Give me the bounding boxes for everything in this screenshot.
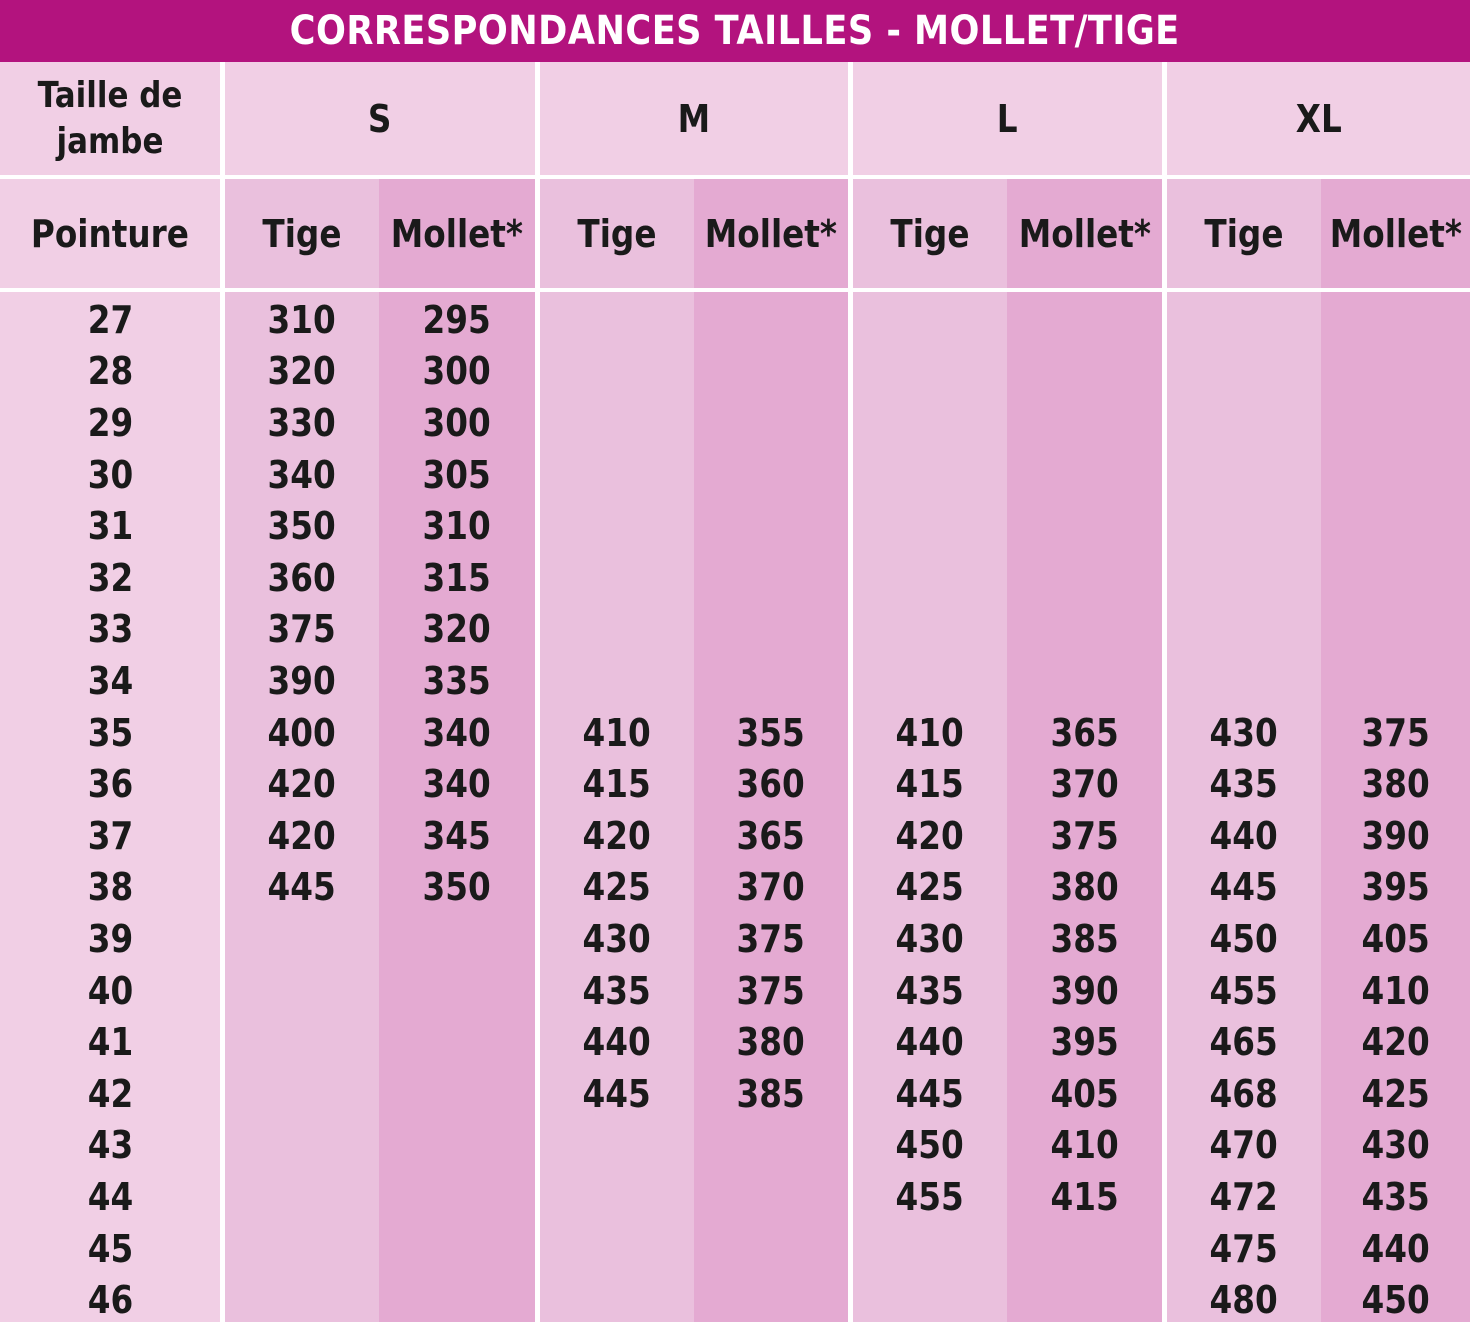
tige-value-l-text: 415 [895, 762, 965, 807]
mollet-value-l [1007, 1016, 1162, 1068]
mollet-value-xl-text: 420 [1361, 1020, 1430, 1065]
size-header-l [853, 62, 1162, 175]
pointure-cell [0, 862, 220, 914]
mollet-value-s [379, 862, 535, 914]
mollet-value-s [379, 655, 535, 707]
mollet-header-l [1007, 179, 1162, 288]
mollet-value-l-text: 365 [1050, 710, 1119, 755]
tige-value-s [225, 346, 379, 398]
tige-value-xl [1167, 1068, 1321, 1120]
size-header-s [225, 62, 535, 175]
mollet-value-m [694, 862, 848, 914]
mollet-header-xl [1321, 179, 1470, 288]
tige-value-xl-text: 475 [1209, 1226, 1279, 1271]
mollet-value-s-text: 305 [422, 452, 492, 497]
mollet-value-s-text: 295 [422, 297, 492, 342]
mollet-value-xl [1321, 758, 1470, 810]
tige-value-l-text: 455 [895, 1174, 965, 1219]
mollet-value-s-text: 335 [422, 658, 492, 703]
tige-value-l-text: 450 [895, 1123, 965, 1168]
tige-value-s [225, 707, 379, 759]
size-table [0, 62, 1470, 1322]
pointure-cell-text: 32 [87, 555, 133, 600]
shoe-size-label-text: Pointure [30, 211, 190, 256]
tige-value-m-text: 435 [582, 968, 652, 1013]
tige-value-s-text: 420 [267, 813, 337, 858]
mollet-value-m [694, 1016, 848, 1068]
tige-value-xl-text: 465 [1209, 1020, 1279, 1065]
tige-value-xl [1167, 862, 1321, 914]
pointure-cell-text: 39 [87, 916, 133, 961]
mollet-value-xl-text: 410 [1361, 968, 1430, 1013]
mollet-value-xl [1321, 913, 1470, 965]
mollet-value-xl-text: 450 [1361, 1278, 1430, 1323]
pointure-cell [0, 1274, 220, 1326]
pointure-cell [0, 449, 220, 501]
tige-value-s [225, 604, 379, 656]
mollet-value-s [379, 810, 535, 862]
tige-value-m [540, 707, 694, 759]
mollet-value-m [694, 758, 848, 810]
tige-value-m [540, 913, 694, 965]
mollet-header-l-text: Mollet* [1018, 211, 1151, 256]
tige-header-m-text: Tige [577, 211, 657, 256]
tige-header-l [853, 179, 1007, 288]
tige-value-s-text: 400 [267, 710, 337, 755]
mollet-value-xl-text: 430 [1361, 1123, 1430, 1168]
mollet-value-s-text: 340 [422, 710, 492, 755]
mollet-value-l-text: 390 [1050, 968, 1119, 1013]
mollet-value-xl [1321, 1016, 1470, 1068]
tige-value-xl-text: 445 [1209, 865, 1279, 910]
tige-header-m [540, 179, 694, 288]
tige-value-s [225, 449, 379, 501]
pointure-cell-text: 31 [87, 504, 133, 549]
mollet-value-s [379, 604, 535, 656]
tige-value-s-text: 375 [267, 607, 337, 652]
mollet-header-s [379, 179, 535, 288]
mollet-value-l [1007, 810, 1162, 862]
mollet-value-s-text: 345 [422, 813, 492, 858]
pointure-cell-text: 41 [87, 1020, 133, 1065]
mollet-value-l [1007, 1120, 1162, 1172]
mollet-value-xl [1321, 965, 1470, 1017]
tige-value-s-text: 320 [267, 349, 337, 394]
pointure-cell-text: 45 [87, 1226, 133, 1271]
mollet-header-xl-text: Mollet* [1329, 211, 1462, 256]
tige-value-m [540, 965, 694, 1017]
pointure-cell-text: 30 [87, 452, 133, 497]
tige-value-s-text: 310 [267, 297, 337, 342]
pointure-cell [0, 1223, 220, 1275]
tige-value-xl [1167, 1171, 1321, 1223]
tige-value-s [225, 552, 379, 604]
pointure-cell-text: 29 [87, 400, 133, 445]
size-header-xl-text: XL [1295, 96, 1342, 141]
mollet-value-xl [1321, 1120, 1470, 1172]
tige-value-l [853, 965, 1007, 1017]
pointure-cell-text: 34 [87, 658, 133, 703]
tige-value-l-text: 425 [895, 865, 965, 910]
mollet-value-xl [1321, 1068, 1470, 1120]
mollet-value-s [379, 758, 535, 810]
tige-value-l [853, 1068, 1007, 1120]
mollet-value-xl-text: 395 [1361, 865, 1430, 910]
mollet-value-xl-text: 375 [1361, 710, 1430, 755]
tige-header-xl [1167, 179, 1321, 288]
tige-value-m [540, 862, 694, 914]
page-title: CORRESPONDANCES TAILLES - MOLLET/TIGE [289, 8, 1180, 54]
mollet-value-m-text: 360 [736, 762, 806, 807]
mollet-value-xl [1321, 1274, 1470, 1326]
tige-value-l [853, 758, 1007, 810]
mollet-value-m-text: 355 [736, 710, 806, 755]
shoe-size-label [0, 179, 220, 288]
mollet-value-m-text: 380 [736, 1020, 806, 1065]
pointure-cell-text: 43 [87, 1123, 133, 1168]
tige-value-l [853, 913, 1007, 965]
mollet-value-m-text: 385 [736, 1071, 806, 1116]
tige-value-s [225, 810, 379, 862]
mollet-value-xl-text: 425 [1361, 1071, 1430, 1116]
mollet-value-m [694, 913, 848, 965]
tige-value-m-text: 410 [582, 710, 652, 755]
tige-header-xl-text: Tige [1204, 211, 1284, 256]
tige-value-m [540, 810, 694, 862]
tige-value-s-text: 340 [267, 452, 337, 497]
tige-value-xl-text: 440 [1209, 813, 1279, 858]
tige-value-xl-text: 435 [1209, 762, 1279, 807]
tige-value-xl-text: 470 [1209, 1123, 1279, 1168]
pointure-cell [0, 707, 220, 759]
tige-value-s-text: 445 [267, 865, 337, 910]
tige-value-s-text: 420 [267, 762, 337, 807]
pointure-cell-text: 42 [87, 1071, 133, 1116]
mollet-value-s [379, 500, 535, 552]
tige-value-m-text: 415 [582, 762, 652, 807]
tige-value-s-text: 350 [267, 504, 337, 549]
mollet-value-xl [1321, 707, 1470, 759]
mollet-header-m-text: Mollet* [704, 211, 838, 256]
mollet-value-l [1007, 965, 1162, 1017]
tige-value-m-text: 440 [582, 1020, 652, 1065]
tige-value-xl-text: 455 [1209, 968, 1279, 1013]
mollet-value-l [1007, 1068, 1162, 1120]
tige-value-l-text: 420 [895, 813, 965, 858]
pointure-cell [0, 500, 220, 552]
tige-value-l-text: 445 [895, 1071, 965, 1116]
pointure-cell [0, 294, 220, 346]
mollet-value-m-text: 370 [736, 865, 806, 910]
pointure-cell-text: 44 [87, 1174, 133, 1219]
tige-value-xl [1167, 1120, 1321, 1172]
tige-value-m [540, 758, 694, 810]
pointure-cell-text: 46 [87, 1278, 133, 1323]
mollet-value-l-text: 405 [1050, 1071, 1119, 1116]
mollet-value-s [379, 294, 535, 346]
tige-value-s [225, 862, 379, 914]
tige-value-l [853, 1171, 1007, 1223]
tige-value-xl [1167, 1016, 1321, 1068]
mollet-value-s [379, 552, 535, 604]
tige-value-xl [1167, 758, 1321, 810]
pointure-cell [0, 810, 220, 862]
mollet-value-l [1007, 758, 1162, 810]
size-header-l-text: L [997, 96, 1018, 141]
tige-value-s-text: 390 [267, 658, 337, 703]
pointure-cell [0, 1171, 220, 1223]
tige-value-s [225, 758, 379, 810]
tige-value-xl-text: 468 [1209, 1071, 1279, 1116]
tige-header-s-text: Tige [262, 211, 342, 256]
mollet-value-xl-text: 380 [1361, 762, 1430, 807]
pointure-cell-text: 27 [87, 297, 133, 342]
pointure-cell-text: 40 [87, 968, 133, 1013]
mollet-value-l-text: 385 [1050, 916, 1119, 961]
tige-value-xl [1167, 1274, 1321, 1326]
tige-value-m-text: 425 [582, 865, 652, 910]
mollet-value-xl [1321, 1171, 1470, 1223]
tige-value-xl [1167, 707, 1321, 759]
tige-value-xl-text: 450 [1209, 916, 1279, 961]
tige-value-s-text: 330 [267, 400, 337, 445]
mollet-value-l [1007, 862, 1162, 914]
mollet-value-l-text: 380 [1050, 865, 1119, 910]
mollet-value-m [694, 707, 848, 759]
leg-size-label-text: Taille de jambe [37, 74, 183, 162]
size-header-m [540, 62, 848, 175]
tige-value-s [225, 655, 379, 707]
mollet-value-l-text: 370 [1050, 762, 1119, 807]
mollet-value-l [1007, 707, 1162, 759]
mollet-value-m-text: 365 [736, 813, 806, 858]
pointure-cell [0, 1068, 220, 1120]
tige-value-l-text: 435 [895, 968, 965, 1013]
tige-value-xl [1167, 965, 1321, 1017]
tige-value-l [853, 862, 1007, 914]
tige-header-s [225, 179, 379, 288]
mollet-value-m [694, 1068, 848, 1120]
tige-value-xl [1167, 1223, 1321, 1275]
mollet-value-s-text: 310 [422, 504, 492, 549]
tige-value-l [853, 707, 1007, 759]
tige-value-s [225, 500, 379, 552]
tige-value-m [540, 1068, 694, 1120]
title-banner [0, 0, 1470, 62]
pointure-cell [0, 655, 220, 707]
mollet-header-s-text: Mollet* [390, 211, 524, 256]
pointure-cell [0, 913, 220, 965]
mollet-value-s-text: 315 [422, 555, 492, 600]
tige-value-xl-text: 430 [1209, 710, 1279, 755]
mollet-value-xl-text: 440 [1361, 1226, 1430, 1271]
mollet-value-l-text: 375 [1050, 813, 1119, 858]
mollet-value-l-text: 410 [1050, 1123, 1119, 1168]
size-header-xl [1167, 62, 1470, 175]
size-header-m-text: M [677, 96, 711, 141]
tige-value-m-text: 430 [582, 916, 652, 961]
pointure-cell-text: 33 [87, 607, 133, 652]
pointure-cell [0, 1016, 220, 1068]
tige-value-l [853, 810, 1007, 862]
pointure-cell [0, 552, 220, 604]
tige-value-m [540, 1016, 694, 1068]
mollet-value-xl-text: 435 [1361, 1174, 1430, 1219]
mollet-value-xl-text: 390 [1361, 813, 1430, 858]
pointure-cell [0, 965, 220, 1017]
mollet-value-m-text: 375 [736, 968, 806, 1013]
mollet-value-m-text: 375 [736, 916, 806, 961]
pointure-cell-text: 36 [87, 762, 133, 807]
pointure-cell [0, 346, 220, 398]
tige-value-s [225, 397, 379, 449]
tige-value-xl-text: 472 [1209, 1174, 1279, 1219]
pointure-cell-text: 35 [87, 710, 133, 755]
pointure-cell [0, 604, 220, 656]
tige-value-s [225, 294, 379, 346]
mollet-value-s [379, 346, 535, 398]
mollet-value-s-text: 300 [422, 349, 492, 394]
tige-value-l-text: 430 [895, 916, 965, 961]
pointure-cell [0, 758, 220, 810]
mollet-value-l [1007, 913, 1162, 965]
mollet-value-s [379, 449, 535, 501]
leg-size-label [0, 62, 220, 175]
tige-value-m-text: 420 [582, 813, 652, 858]
mollet-value-xl [1321, 862, 1470, 914]
mollet-value-s-text: 300 [422, 400, 492, 445]
mollet-value-xl [1321, 810, 1470, 862]
tige-value-xl [1167, 810, 1321, 862]
mollet-value-l [1007, 1171, 1162, 1223]
tige-header-l-text: Tige [890, 211, 970, 256]
mollet-value-s [379, 707, 535, 759]
tige-value-l [853, 1120, 1007, 1172]
mollet-header-m [694, 179, 848, 288]
mollet-value-m [694, 810, 848, 862]
tige-value-xl-text: 480 [1209, 1278, 1279, 1323]
pointure-cell-text: 28 [87, 349, 133, 394]
mollet-value-l-text: 395 [1050, 1020, 1119, 1065]
mollet-value-s [379, 397, 535, 449]
size-header-s-text: S [368, 96, 392, 141]
mollet-value-m [694, 965, 848, 1017]
mollet-value-s-text: 340 [422, 762, 492, 807]
pointure-cell [0, 1120, 220, 1172]
tige-value-l [853, 1016, 1007, 1068]
mollet-value-s-text: 320 [422, 607, 492, 652]
mollet-value-xl [1321, 1223, 1470, 1275]
mollet-value-s-text: 350 [422, 865, 492, 910]
tige-value-s-text: 360 [267, 555, 337, 600]
tige-value-m-text: 445 [582, 1071, 652, 1116]
pointure-cell-text: 37 [87, 813, 133, 858]
mollet-value-xl-text: 405 [1361, 916, 1430, 961]
tige-value-l-text: 440 [895, 1020, 965, 1065]
pointure-cell-text: 38 [87, 865, 133, 910]
mollet-value-l-text: 415 [1050, 1174, 1119, 1219]
pointure-cell [0, 397, 220, 449]
tige-value-l-text: 410 [895, 710, 965, 755]
tige-value-xl [1167, 913, 1321, 965]
